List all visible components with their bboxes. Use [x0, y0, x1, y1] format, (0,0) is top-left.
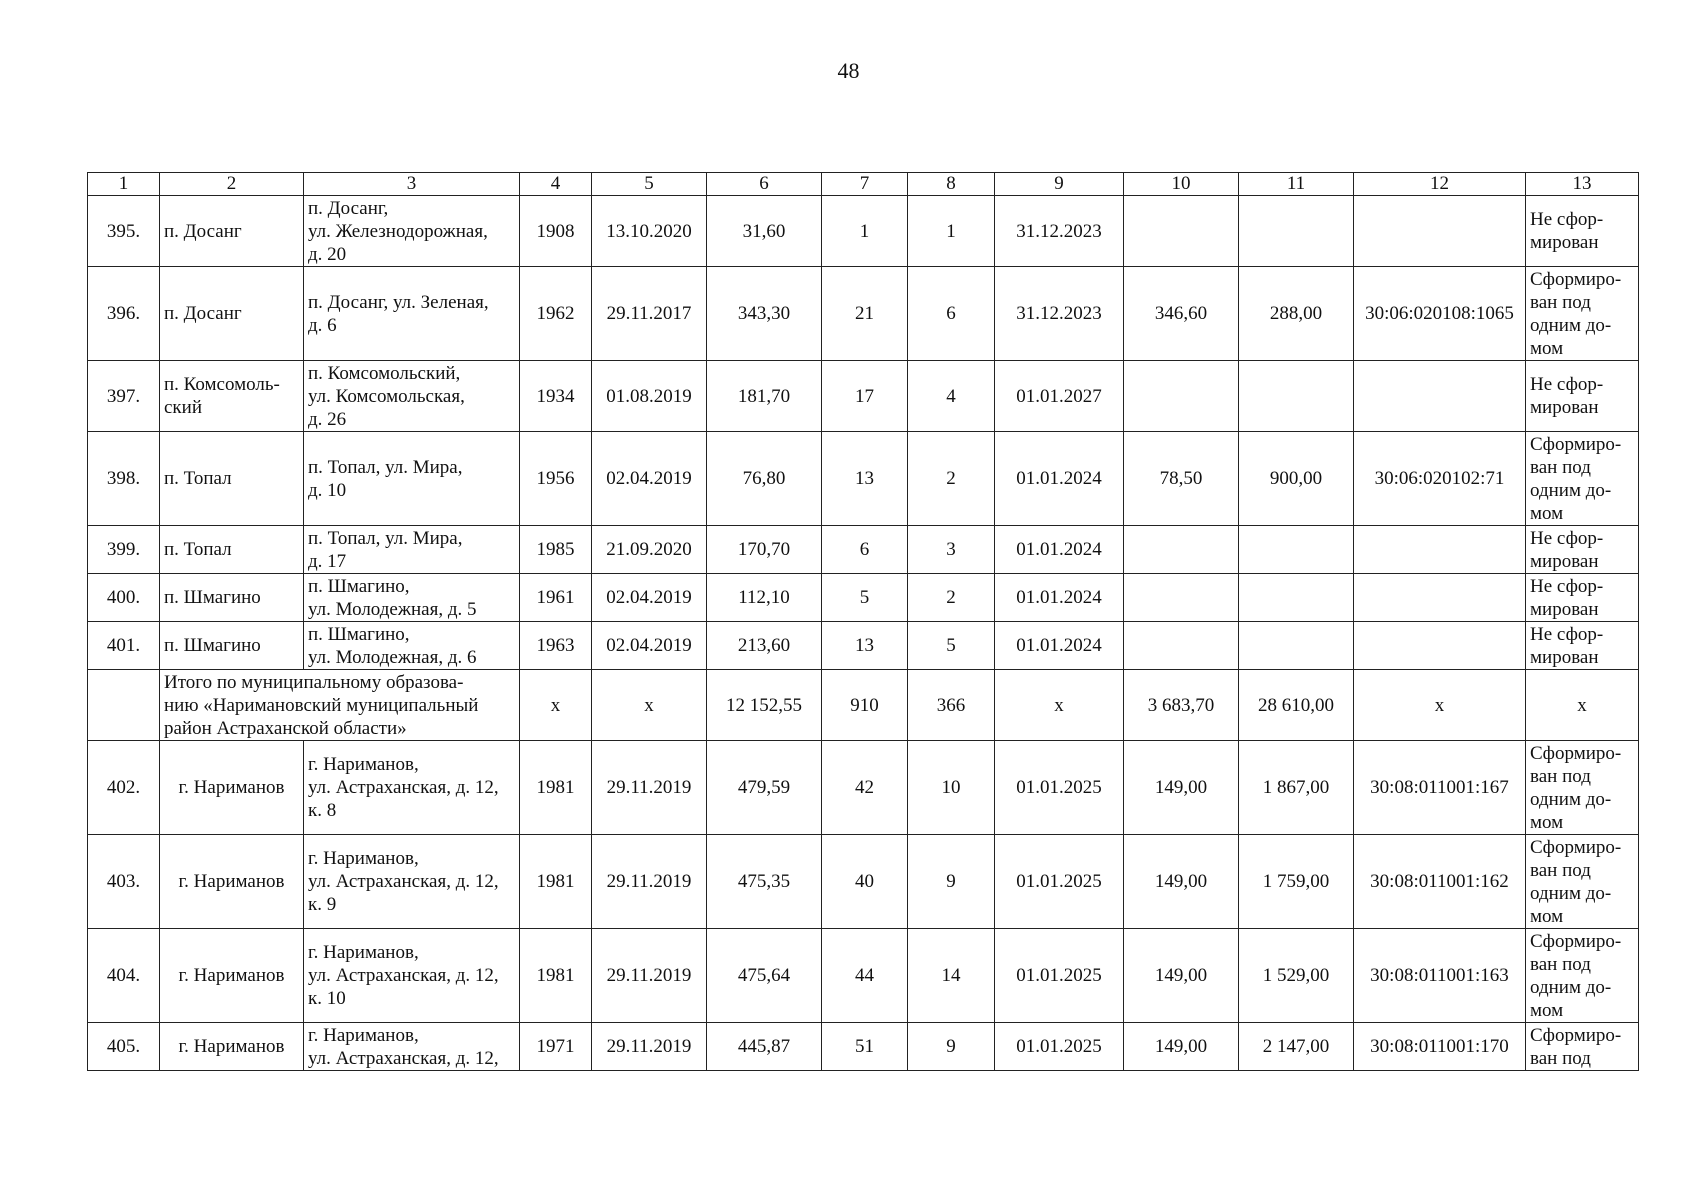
cadastral-value: 28 610,00 [1239, 670, 1354, 741]
relocation-deadline: 01.01.2025 [995, 1023, 1124, 1071]
residents: 40 [822, 835, 908, 929]
row-number: 402. [88, 741, 160, 835]
land-area: 3 683,70 [1124, 670, 1239, 741]
year-built: 1971 [520, 1023, 592, 1071]
cadastral-number [1354, 622, 1526, 670]
rooms: 4 [908, 361, 995, 432]
rooms: 6 [908, 267, 995, 361]
cadastral-value [1239, 574, 1354, 622]
year-built: 1981 [520, 835, 592, 929]
land-status: Не сфор- мирован [1526, 526, 1639, 574]
cadastral-number: 30:08:011001:170 [1354, 1023, 1526, 1071]
column-number-header: 1 [88, 173, 160, 196]
settlement: п. Досанг [160, 196, 304, 267]
land-area: 149,00 [1124, 741, 1239, 835]
residents: 42 [822, 741, 908, 835]
page-number: 48 [837, 58, 860, 83]
land-area: 346,60 [1124, 267, 1239, 361]
relocation-deadline: 01.01.2025 [995, 835, 1124, 929]
settlement: п. Шмагино [160, 622, 304, 670]
residents: 17 [822, 361, 908, 432]
recognition-date: х [592, 670, 707, 741]
cadastral-value [1239, 196, 1354, 267]
rooms: 9 [908, 835, 995, 929]
area: 445,87 [707, 1023, 822, 1071]
rooms: 366 [908, 670, 995, 741]
year-built: 1934 [520, 361, 592, 432]
area: 213,60 [707, 622, 822, 670]
cadastral-number [1354, 526, 1526, 574]
recognition-date: 02.04.2019 [592, 622, 707, 670]
year-built: 1981 [520, 929, 592, 1023]
year-built: 1956 [520, 432, 592, 526]
year-built: х [520, 670, 592, 741]
table-row [88, 1023, 1639, 1071]
rooms: 2 [908, 574, 995, 622]
year-built: 1981 [520, 741, 592, 835]
recognition-date: 29.11.2019 [592, 1023, 707, 1071]
settlement: г. Нариманов [160, 835, 304, 929]
row-number: 398. [88, 432, 160, 526]
year-built: 1962 [520, 267, 592, 361]
row-number: 399. [88, 526, 160, 574]
recognition-date: 29.11.2017 [592, 267, 707, 361]
rooms: 2 [908, 432, 995, 526]
column-number-header: 9 [995, 173, 1124, 196]
table-row [88, 574, 1639, 622]
land-area [1124, 622, 1239, 670]
rooms: 1 [908, 196, 995, 267]
land-status: Не сфор- мирован [1526, 361, 1639, 432]
area: 475,64 [707, 929, 822, 1023]
cadastral-number [1354, 196, 1526, 267]
residents: 1 [822, 196, 908, 267]
relocation-deadline: 01.01.2025 [995, 929, 1124, 1023]
row-number: 405. [88, 1023, 160, 1071]
recognition-date: 01.08.2019 [592, 361, 707, 432]
cadastral-value [1239, 361, 1354, 432]
cadastral-value: 900,00 [1239, 432, 1354, 526]
housing-table [87, 172, 1639, 1071]
cadastral-value: 288,00 [1239, 267, 1354, 361]
cadastral-value [1239, 526, 1354, 574]
land-status: Не сфор- мирован [1526, 622, 1639, 670]
table-row [88, 835, 1639, 929]
column-number-header: 13 [1526, 173, 1639, 196]
area: 343,30 [707, 267, 822, 361]
relocation-deadline: 31.12.2023 [995, 267, 1124, 361]
area: 12 152,55 [707, 670, 822, 741]
recognition-date: 21.09.2020 [592, 526, 707, 574]
land-status: Не сфор- мирован [1526, 196, 1639, 267]
cadastral-number: 30:08:011001:162 [1354, 835, 1526, 929]
rooms: 5 [908, 622, 995, 670]
address: п. Досанг, ул. Зеленая, д. 6 [304, 267, 520, 361]
relocation-deadline: 31.12.2023 [995, 196, 1124, 267]
cadastral-number: х [1354, 670, 1526, 741]
address: п. Шмагино, ул. Молодежная, д. 5 [304, 574, 520, 622]
area: 475,35 [707, 835, 822, 929]
cadastral-value: 2 147,00 [1239, 1023, 1354, 1071]
address: г. Нариманов, ул. Астраханская, д. 12, к. 10 [304, 929, 520, 1023]
settlement: п. Досанг [160, 267, 304, 361]
recognition-date: 02.04.2019 [592, 574, 707, 622]
area: 76,80 [707, 432, 822, 526]
row-number: 395. [88, 196, 160, 267]
residents: 44 [822, 929, 908, 1023]
table-row [88, 432, 1639, 526]
column-number-header: 8 [908, 173, 995, 196]
table-row [88, 526, 1639, 574]
rooms: 10 [908, 741, 995, 835]
relocation-deadline: 01.01.2024 [995, 574, 1124, 622]
table-row [88, 196, 1639, 267]
land-area: 78,50 [1124, 432, 1239, 526]
land-status: Сформиро- ван под одним до- мом [1526, 741, 1639, 835]
land-area: 149,00 [1124, 929, 1239, 1023]
settlement: п. Шмагино [160, 574, 304, 622]
year-built: 1963 [520, 622, 592, 670]
land-area [1124, 526, 1239, 574]
address: п. Досанг, ул. Железнодорожная, д. 20 [304, 196, 520, 267]
settlement: г. Нариманов [160, 1023, 304, 1071]
cadastral-value [1239, 622, 1354, 670]
area: 479,59 [707, 741, 822, 835]
column-number-header: 3 [304, 173, 520, 196]
recognition-date: 29.11.2019 [592, 929, 707, 1023]
table-row [88, 361, 1639, 432]
recognition-date: 02.04.2019 [592, 432, 707, 526]
address: п. Комсомольский, ул. Комсомольская, д. 26 [304, 361, 520, 432]
cadastral-number [1354, 574, 1526, 622]
land-status: х [1526, 670, 1639, 741]
area: 31,60 [707, 196, 822, 267]
area: 181,70 [707, 361, 822, 432]
cadastral-number: 30:08:011001:167 [1354, 741, 1526, 835]
address: п. Шмагино, ул. Молодежная, д. 6 [304, 622, 520, 670]
year-built: 1961 [520, 574, 592, 622]
residents: 5 [822, 574, 908, 622]
cadastral-number: 30:08:011001:163 [1354, 929, 1526, 1023]
column-number-header: 10 [1124, 173, 1239, 196]
land-area: 149,00 [1124, 1023, 1239, 1071]
cadastral-number: 30:06:020102:71 [1354, 432, 1526, 526]
year-built: 1985 [520, 526, 592, 574]
land-status: Сформиро- ван под одним до- мом [1526, 835, 1639, 929]
table-row [88, 741, 1639, 835]
settlement: п. Топал [160, 432, 304, 526]
settlement: п. Топал [160, 526, 304, 574]
cadastral-value: 1 867,00 [1239, 741, 1354, 835]
column-number-header: 11 [1239, 173, 1354, 196]
row-number: 400. [88, 574, 160, 622]
rooms: 9 [908, 1023, 995, 1071]
row-number: 404. [88, 929, 160, 1023]
relocation-deadline: 01.01.2025 [995, 741, 1124, 835]
area: 170,70 [707, 526, 822, 574]
address: г. Нариманов, ул. Астраханская, д. 12, [304, 1023, 520, 1071]
relocation-deadline: 01.01.2024 [995, 622, 1124, 670]
header-row [88, 173, 1639, 196]
column-number-header: 12 [1354, 173, 1526, 196]
address: п. Топал, ул. Мира, д. 17 [304, 526, 520, 574]
recognition-date: 29.11.2019 [592, 835, 707, 929]
column-number-header: 6 [707, 173, 822, 196]
settlement: п. Комсомоль- ский [160, 361, 304, 432]
residents: 51 [822, 1023, 908, 1071]
cadastral-value: 1 529,00 [1239, 929, 1354, 1023]
land-status: Сформиро- ван под одним до- мом [1526, 267, 1639, 361]
settlement: г. Нариманов [160, 741, 304, 835]
land-status: Не сфор- мирован [1526, 574, 1639, 622]
recognition-date: 13.10.2020 [592, 196, 707, 267]
row-number: 403. [88, 835, 160, 929]
recognition-date: 29.11.2019 [592, 741, 707, 835]
land-area [1124, 361, 1239, 432]
address: г. Нариманов, ул. Астраханская, д. 12, к. 9 [304, 835, 520, 929]
table-row [88, 267, 1639, 361]
total-label: Итого по муниципальному образова- нию «Наримановский муниципальный район Астраханской области» [160, 670, 520, 741]
cadastral-number: 30:06:020108:1065 [1354, 267, 1526, 361]
land-status: Сформиро- ван под одним до- мом [1526, 929, 1639, 1023]
table-row [88, 929, 1639, 1023]
column-number-header: 7 [822, 173, 908, 196]
address: п. Топал, ул. Мира, д. 10 [304, 432, 520, 526]
land-area [1124, 196, 1239, 267]
row-number: 397. [88, 361, 160, 432]
total-row [88, 670, 1639, 741]
settlement: г. Нариманов [160, 929, 304, 1023]
land-area [1124, 574, 1239, 622]
relocation-deadline: 01.01.2024 [995, 526, 1124, 574]
relocation-deadline: х [995, 670, 1124, 741]
residents: 13 [822, 622, 908, 670]
relocation-deadline: 01.01.2027 [995, 361, 1124, 432]
residents: 13 [822, 432, 908, 526]
residents: 910 [822, 670, 908, 741]
land-area: 149,00 [1124, 835, 1239, 929]
residents: 6 [822, 526, 908, 574]
rooms: 3 [908, 526, 995, 574]
column-number-header: 2 [160, 173, 304, 196]
row-number: 401. [88, 622, 160, 670]
cadastral-value: 1 759,00 [1239, 835, 1354, 929]
land-status: Сформиро- ван под [1526, 1023, 1639, 1071]
land-status: Сформиро- ван под одним до- мом [1526, 432, 1639, 526]
rooms: 14 [908, 929, 995, 1023]
year-built: 1908 [520, 196, 592, 267]
column-number-header: 4 [520, 173, 592, 196]
row-number [88, 670, 160, 741]
relocation-deadline: 01.01.2024 [995, 432, 1124, 526]
address: г. Нариманов, ул. Астраханская, д. 12, к. 8 [304, 741, 520, 835]
cadastral-number [1354, 361, 1526, 432]
residents: 21 [822, 267, 908, 361]
area: 112,10 [707, 574, 822, 622]
column-number-header: 5 [592, 173, 707, 196]
table-row [88, 622, 1639, 670]
row-number: 396. [88, 267, 160, 361]
